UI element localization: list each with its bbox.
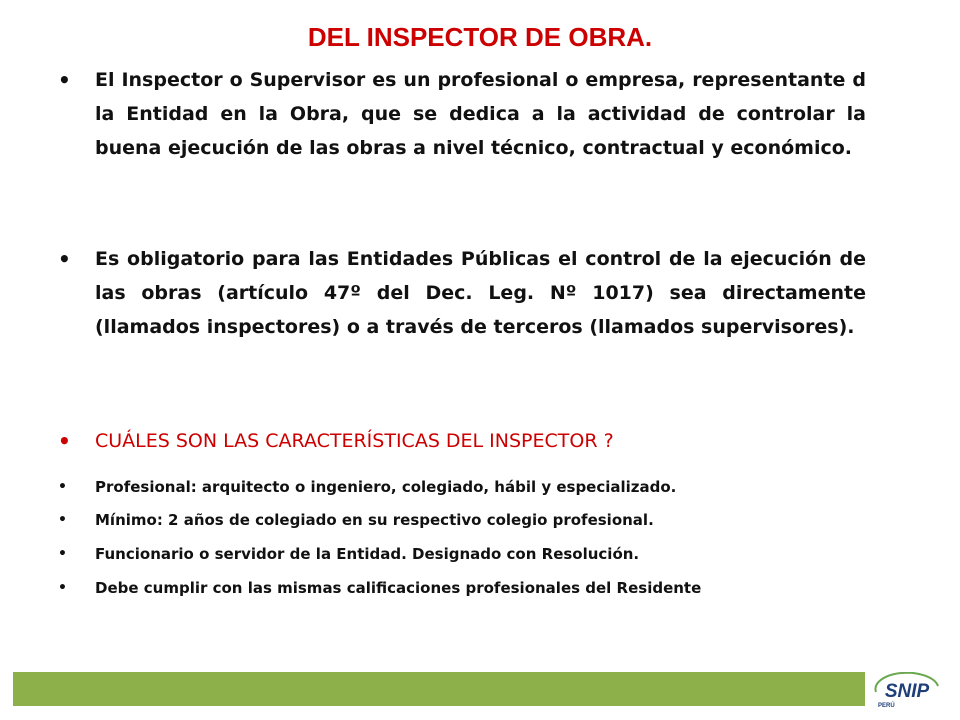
paragraph-definition — [58, 63, 866, 165]
paragraph-text: Es obligatorio para las Entidades Públicas el control de la ejecución de las obras (artículo 47º del Dec. Leg. Nº 1017) sea directamente (llamados inspectores) o a través de terceros (llamados supervisores). — [95, 248, 866, 338]
bullet-icon: • — [58, 512, 67, 528]
characteristic-item — [58, 509, 866, 531]
bullet-icon: • — [58, 479, 67, 495]
characteristic-item — [58, 476, 866, 498]
logo-subtext: PERÚ — [878, 703, 895, 709]
characteristic-text: Profesional: arquitecto o ingeniero, colegiado, hábil y especializado. — [95, 478, 677, 496]
characteristic-text: Mínimo: 2 años de colegiado en su respectivo colegio profesional. — [95, 511, 654, 529]
characteristics-heading: CUÁLES SON LAS CARACTERÍSTICAS DEL INSPECTOR ? — [95, 430, 614, 452]
snip-logo — [872, 672, 942, 710]
paragraph-text: El Inspector o Supervisor es un profesional o empresa, representante d la Entidad en la Obra, que se dedica a la actividad de controlar la buena ejecución de las obras a nivel técnico, contractual y económico. — [95, 69, 866, 159]
paragraph-obligation — [58, 242, 866, 344]
footer-bar — [13, 672, 865, 706]
characteristics-heading-item — [58, 427, 866, 455]
characteristic-text: Debe cumplir con las mismas calificaciones profesionales del Residente — [95, 579, 702, 597]
bullet-icon: • — [58, 546, 67, 562]
characteristic-text: Funcionario o servidor de la Entidad. Designado con Resolución. — [95, 545, 640, 563]
bullet-icon: • — [58, 580, 67, 596]
bullet-icon: • — [58, 247, 71, 271]
bullet-icon: • — [58, 429, 71, 453]
characteristic-item — [58, 577, 866, 599]
slide-title: DEL INSPECTOR DE OBRA. — [307, 22, 653, 52]
logo-text: SNIP — [884, 681, 930, 702]
bullet-icon: • — [58, 68, 71, 92]
characteristic-item — [58, 543, 866, 565]
